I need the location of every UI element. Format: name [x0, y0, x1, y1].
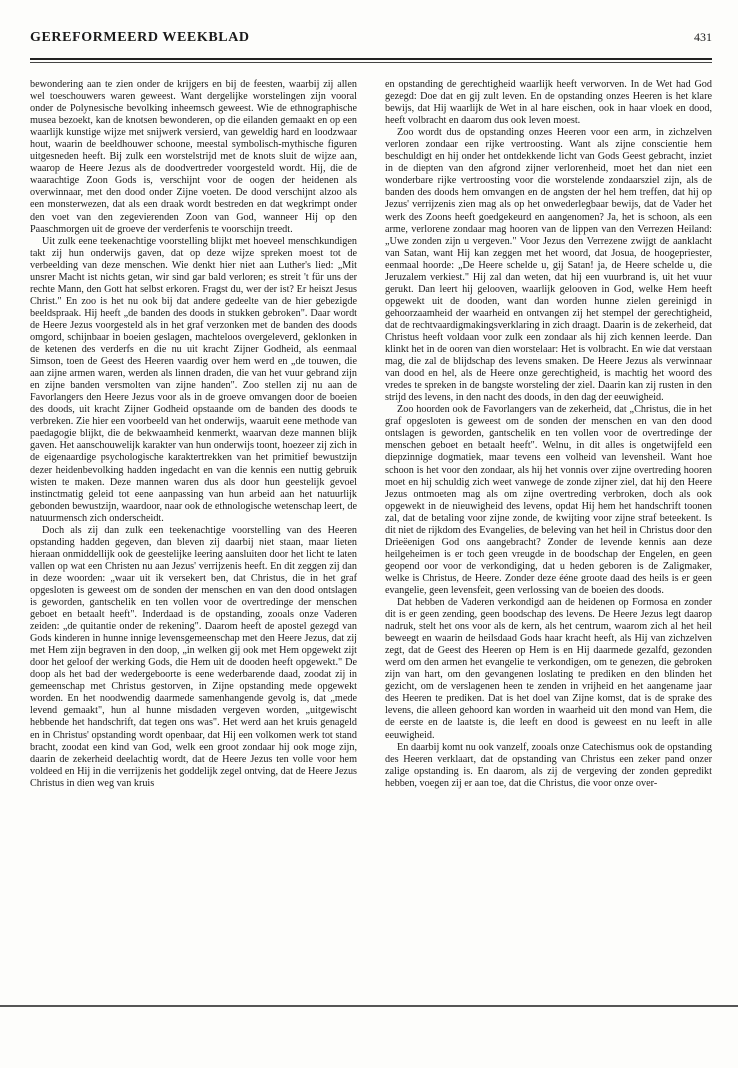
header-rule	[30, 58, 712, 60]
left-column	[30, 79, 357, 790]
paragraph: en opstanding de gerechtigheid waarlijk heeft verworven. In de Wet had God gezegd: Doe dat en gij zult leven. En de opstanding onzes Heeren is het klare bewijs, dat Hij waarlijk de Wet in al hare eischen, ook in haar vloek en dood, heeft volbracht en daarom dus ook leven moest.	[385, 79, 712, 127]
paragraph: Dat hebben de Vaderen verkondigd aan de heidenen op Formosa en zonder dit is er geen zending, geen boodschap des levens. De Heere Jezus legt daarop nadruk, stelt het ons voor als de kern, als het centrum, waarom zich al het heil beweegt en waarin de heilsdaad Gods haar kracht heeft, als Hij van zichzelven zegt, dat de Geest des Heeren op Hem is en Hij daarmede gezalfd, gezonden werd om den armen het evangelie te verkondigen, om te genezen, die gebroken zijn van hart, om den gevangenen loslating te prediken en den blinden het gezicht, om de verslagenen heen te zenden in vrijheid en het aangename jaar des Heeren te prediken. Dat is het doel van Zijne komst, dat is de sprake des levens, die alleen gehoord kan worden in waarheid uit den mond van Hem, die de eerste en de laatste is, die leeft en dood is geweest en nu leeft in alle eeuwigheid.	[385, 597, 712, 741]
journal-title: GEREFORMEERD WEEKBLAD	[30, 30, 250, 45]
text-columns	[30, 79, 712, 790]
paragraph: Zoo wordt dus de opstanding onzes Heeren voor een arm, in zichzelven verloren zondaar een rijke vertroosting. Want als zijne conscientie hem beschuldigt en hij onder het ontdekkende licht van Gods Geest gebracht, inziet in de diepten van den afgrond zijner verlorenheid, moet het dan niet een wonderbare rijke vertroosting voor die worstelende zondaarsziel zijn, als de banden des doods hem omvangen en de angsten der hel hem treffen, dat hij op Jezus' verrijzenis zien mag als op het onwederlegbaar bewijs, dat de Vader het werk des Zoons heeft goedgekeurd en aangenomen? Ja, het is schoon, als een arme, verlorene zondaar mag hooren van de lippen van den Verrezen Heiland: „Uwe zonden zijn u vergeven." Voor Jezus den Verrezene zwijgt de aanklacht van Satan, want Hij kan zeggen met het woord, dat Josua, de hoogepriester, eenmaal hoorde: „De Heere schelde u, gij Satan! ja, de Heere schelde u, die Jeruzalem verkiest." Hij zal dan weten, dat hij een vuurbrand is, uit het vuur gerukt. Dan leert hij gelooven, waarlijk gelooven in God, welke Hem heeft opgewekt uit de dooden, want dan worden hunne zielen gereinigd in gehoorzaamheid der waarheid en ontvangen zij het stempel der gerechtigheid, dat de rechtvaardigmakingsverklaring in zich draagt. Daarin is de zekerheid, dat Christus heeft voldaan voor zulk een zondaar als hij zich kennen leerde. Dan klinkt het in de ooren van dien worstelaar: Het is volbracht. En wie dat verstaan mag, die zal de blijdschap des levens smaken. De Heere Jezus als verwinnaar van dood en hel, als de Heere onze gerechtigheid, is machtig het woord des vredes te spreken in de bangste worsteling der ziel. Daarin kan zij rusten in den strijd des levens, in den nacht des doods, in den dag der eeuwigheid.	[385, 127, 712, 404]
right-column	[385, 79, 712, 790]
paragraph: En daarbij komt nu ook vanzelf, zooals onze Catechismus ook de opstanding des Heeren verklaart, dat de opstanding van Christus een zeker pand onzer zalige opstanding is. En daarom, als zij de vergeving der zonden gepredikt hebben, voegen zij er aan toe, dat die Christus, die voor onze over-	[385, 741, 712, 789]
paragraph: bewondering aan te zien onder de krijgers en bij de feesten, waarbij zij allen wel toeschouwers waren geweest. Want dergelijke worstelingen zijn vooral onder de Polynesische bevolking inheemsch geweest. Wie de ethnographische musea bezoekt, kan de knotsen bewonderen, op die eilanden gemaakt en op een waarlijk kunstige wijze met snijwerk versierd, van geweldig hard en loodzwaar hout, waarin de beeldhouwer schoone, meestal symbolisch-mythische figuren uitgesneden heeft. Bij zulk een worstelstrijd met de knots sluit de wijze aan, waarop de Heere Jezus als de doodvertreder voorgesteld wordt. Hij, die de waarachtige Zoon Gods is, verschijnt voor de oogen der heidenen als overwinnaar, met den dood onder Zijne voeten. De dood verschijnt alzoo als een monsterwezen, dat als een draak wordt bestreden en dat wegkrimpt onder den voet van den zegevierenden Zoon van God, wanneer Hij op den Paaschmorgen uit de groeve der verderfenis te voorschijn treedt.	[30, 79, 357, 235]
paragraph: Uit zulk eene teekenachtige voorstelling blijkt met hoeveel menschkundigen takt zij hun onderwijs gaven, dat op deze wijze spreken moest tot de verbeelding van deze menschen. Wie denkt hier niet aan Luther's lied: „Mit unsrer Macht ist nichts getan, wir sind gar bald verloren; es streit 't für uns der rechte Mann, den Gott hat selbst erkoren. Fragst du, wer der ist? Er heiszt Jesus Christ." En zoo is het nu ook bij dat andere gedeelte van de hier gebezigde beeldspraak. Hij heeft „de banden des doods in stukken gebroken". Daar wordt de Heere Jezus voorgesteld als in het graf verzonken met de banden des doods omgord, schijnbaar in boeien geslagen, machteloos overgeleverd, geklonken in de ketenen des verderfs en die nu uit kracht Zijner Godheid, als eenmaal Simson, toen de Geest des Heeren vaardig over hem werd en „de touwen, die aan zijne armen waren, werden als linnen draden, die van het vuur gebrand zijn en zijne banden versmolten van zijne handen". Zoo stellen zij nu aan de Favorlangers den Heere Jezus voor als in de groeve omvangen door de boeien des doods, uit kracht Zijner Godheid opstaande om de banden des doods te verbreken. Zie hier een voorbeeld van het onderwijs, waaruit eene methode van paedagogie blijkt, die de bekwaamheid kenmerkt, waarvan deze mannen blijk gaven. Het aanschouwelijk karakter van hun onderwijs toont, hoezeer zij zich in de eigenaardige psychologische karaktertrekken van het primitief bewustzijn dezer heidenbevolking hadden ingedacht en van die kennis een nuttig gebruik wisten te maken. Deze mannen waren dus als door hun geestelijk gevoel instinctmatig geleid tot eene aanpassing van hun arbeid aan het natuurlijk gebonden bewustzijn, waardoor, naar ook de ethnologische wetenschap leert, de natuurmensch zich onderscheidt.	[30, 235, 357, 524]
running-header	[30, 30, 712, 52]
header-rule-thin	[30, 62, 712, 63]
paragraph: Doch als zij dan zulk een teekenachtige voorstelling van des Heeren opstanding hadden gegeven, dan bleven zij daarbij niet staan, maar lieten hieraan onmiddellijk ook de geestelijke leering aansluiten door het licht te laten vallen op wat een Christen nu aan Jezus' verrijzenis heeft. En dit zeggen zij dan in deze woorden: „waar uit ik versekert ben, dat Christus, die in het graf opgesloten is geweest om de sonden der menschen en van den dood ontslagen is geworden, gantschelik en ten vollen voor de overtredinge der menschen geboet en betaalt heeft". Inderdaad is de opstanding, zooals onze Vaderen zeiden: „de quitantie onder de rekening". Daarom heeft de apostel gezegd van Gods kinderen in hunne innige levensgemeenschap met den Heere Jezus, dat zij met Hem zijn begraven in den doop, „in welken gij ook met Hem opgewekt zijt door het geloof der werking Gods, die Hem uit de dooden heeft opgewekt." De doop als het bad der wedergeboorte is eene wederbarende daad, zoodat zij in gemeenschap met Christus gestorven, in Zijne opstanding mede opgewekt worden. En het noodwendig daarmede samenhangende gevolg is, dat „mede levend gemaakt", hun al hunne misdaden vergeven worden, „uitgewischt hebbende het handschrift, dat tegen ons was". Het werd aan het kruis genageld en in Christus' opstanding wordt openbaar, dat Hij een volkomen werk tot stand bracht, zoodat een kind van God, welk een groot zondaar hij ook moge zijn, daarin de zekerheid deelachtig wordt, dat de Heere Jezus ten volle voor hem voldeed en Hij in die verrijzenis het goddelijk zegel ontving, dat de Heere Jezus Christus in dien weg van kruis	[30, 524, 357, 789]
page-bottom-rule	[0, 1005, 738, 1007]
page-number: 431	[694, 30, 712, 44]
paragraph: Zoo hoorden ook de Favorlangers van de zekerheid, dat „Christus, die in het graf opgesloten is geweest om de sonden der menschen en van den dood ontslagen is geworden, gantschelik en ten vollen voor de overtredinge der menschen geboet en betaalt heeft". Welnu, in dit alles is ongetwijfeld een diepzinnige dogmatiek, maar tevens een volheid van levensheil. Want hoe schoon is het voor den zondaar, als hij het vonnis over zijne overtreding hooren moet en hij schuldig zich weet vanwege de zonde zijner ziel, dat hij den Heere Jezus ontmoeten mag als om zijne overtreding verbroken, doch als ook opgewekt in de nieuwigheid des levens, opdat Hij hem het handschrift toonen zal, dat de betaling voor zijne zonde, de kwijting voor zijne straf beteekent. Is dit niet de rijkdom des Evangelies, de beleving van het heil in Christus door den Drieëenigen God ons aangebracht? Zonder de levende kennis aan deze heilgeheimen is er toch geen vreugde in de boodschap der Engelen, en geen geopend oor voor de verkondiging, dat u heden geboren is de Zaligmaker, welke is Christus, de Heere. Zonder deze ééne groote daad des heils is er geen evangelie, geen levensfeit, geen verlossing van de boeien des doods.	[385, 404, 712, 596]
